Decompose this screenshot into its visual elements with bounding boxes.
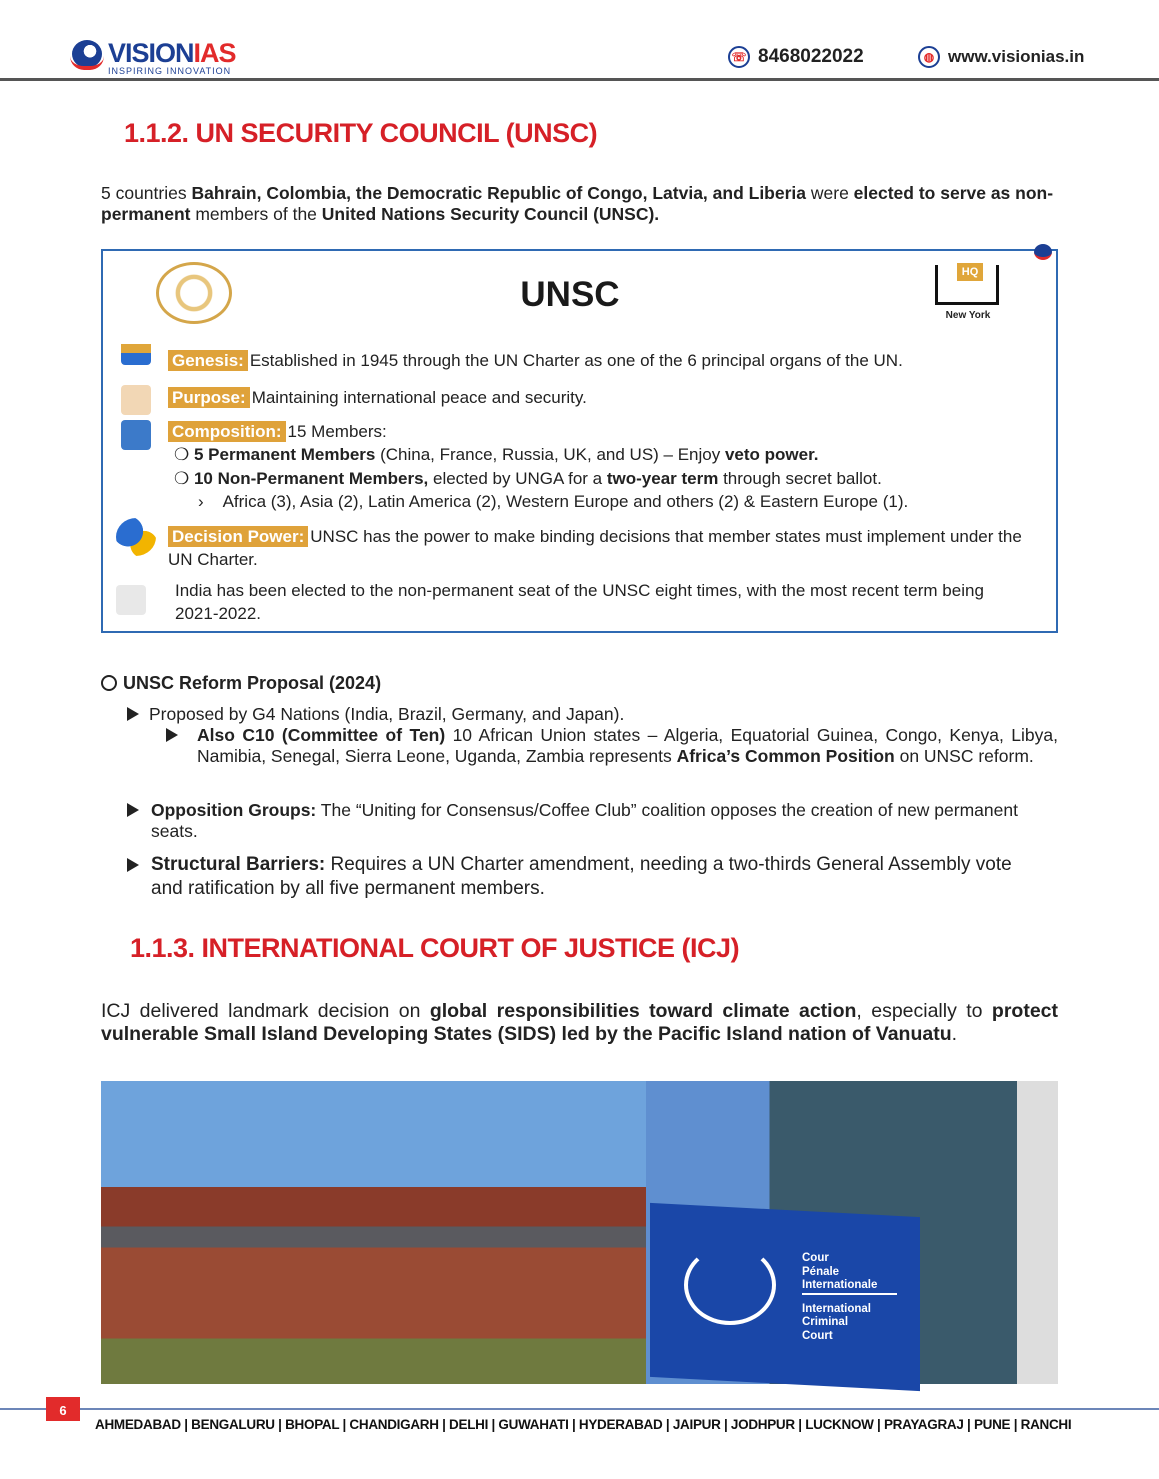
globe-icon: ◍ xyxy=(918,46,940,68)
logo-text: VISION xyxy=(108,38,194,68)
visionias-mark-icon xyxy=(1034,244,1052,260)
section-heading-unsc: 1.1.2. UN SECURITY COUNCIL (UNSC) xyxy=(124,118,598,148)
hq-building-icon xyxy=(935,265,999,305)
hq-badge: HQ xyxy=(957,263,983,281)
g4-item: Proposed by G4 Nations (India, Brazil, Germany, and Japan). xyxy=(127,703,624,726)
logo-accent: IAS xyxy=(193,38,236,68)
composition-row: Composition: 15 Members: xyxy=(168,420,387,443)
gears-icon xyxy=(116,518,156,556)
visionias-logo xyxy=(72,40,236,76)
logo-icon xyxy=(72,40,102,68)
footer-divider xyxy=(0,1408,1159,1410)
india-note: India has been elected to the non-permanent seat of the UNSC eight times, with the most recent term being 2021-2022. xyxy=(175,581,984,623)
footer-cities: AHMEDABAD | BENGALURU | BHOPAL | CHANDIGARH | DELHI | GUWAHATI | HYDERABAD | JAIPUR | JODHPUR | LUCKNOW | PRAYAGRAJ | PUNE | RANCHI xyxy=(95,1417,1072,1432)
hq-city: New York xyxy=(945,310,991,321)
phone-number: 8468022022 xyxy=(758,46,864,67)
regional-distribution-item: › Africa (3), Asia (2), Latin America (2), Western Europe and others (2) & Eastern Europe (1). xyxy=(198,492,909,511)
flask-icon xyxy=(121,335,151,365)
non-permanent-members-item: ❍ 10 Non-Permanent Members, elected by UNGA for a two-year term through secret ballot. xyxy=(174,469,882,488)
phone-icon: ☏ xyxy=(728,46,750,68)
phone-contact xyxy=(728,46,864,68)
genesis-row: Genesis: Established in 1945 through the UN Charter as one of the 6 principal organs of the UN. xyxy=(168,349,903,372)
website-contact[interactable] xyxy=(918,46,1084,68)
reform-heading: UNSC Reform Proposal (2024) xyxy=(101,672,381,695)
permanent-members-item: ❍ 5 Permanent Members (China, France, Russia, UK, and US) – Enjoy veto power. xyxy=(174,445,819,464)
website-link[interactable]: www.visionias.in xyxy=(948,47,1085,66)
unsc-intro: 5 countries Bahrain, Colombia, the Democratic Republic of Congo, Latvia, and Liberia were elected to serve as non-permanent members of the United Nations Security Council (UNSC). xyxy=(101,183,1054,224)
triangle-bullet-icon xyxy=(127,707,139,721)
buildings-icon xyxy=(121,420,151,450)
section-heading-icj: 1.1.3. INTERNATIONAL COURT OF JUSTICE (ICJ) xyxy=(130,933,740,963)
logo-tagline: INSPIRING INNOVATION xyxy=(108,66,232,76)
opposition-item: Opposition Groups: The “Uniting for Consensus/Coffee Club” coalition opposes the creation of new permanent seats. xyxy=(127,800,1027,842)
election-icon xyxy=(116,585,146,615)
peace-palace-photo xyxy=(101,1081,646,1384)
play-circle-icon xyxy=(101,675,117,691)
icc-scales-emblem-icon xyxy=(684,1245,776,1325)
people-network-icon xyxy=(121,385,151,415)
structural-item: Structural Barriers: Requires a UN Charter amendment, needing a two-thirds General Assembly vote and ratification by all five permanent members. xyxy=(127,853,1032,901)
c10-item: Also C10 (Committee of Ten) 10 African Union states – Algeria, Equatorial Guinea, Congo, Kenya, Libya, Namibia, Senegal, Sierra Leone, Uganda, Zambia represents Africa’s Common Position on UNSC reform. xyxy=(166,725,1058,767)
infobox-title: UNSC xyxy=(520,275,620,314)
icj-intro: ICJ delivered landmark decision on global responsibilities toward climate action, especially to protect vulnerable Small Island Developing States (SIDS) led by the Pacific Island nation of Vanuatu. xyxy=(101,1000,1059,1045)
header-divider xyxy=(0,78,1159,81)
decision-power-row: Decision Power: UNSC has the power to make binding decisions that member states must implement under the UN Charter. xyxy=(168,527,1022,569)
page-number: 6 xyxy=(46,1397,80,1421)
icc-sign-text: Cour Pénale Internationale International Criminal Court xyxy=(802,1252,897,1343)
purpose-row: Purpose: Maintaining international peace and security. xyxy=(168,386,587,409)
